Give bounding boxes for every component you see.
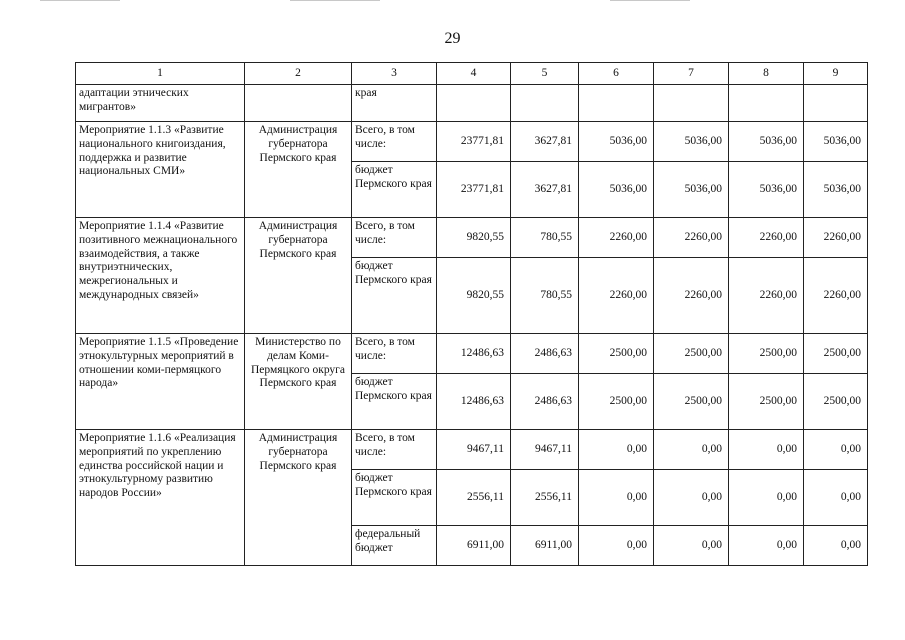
value-cell: 2260,00 [729, 258, 804, 334]
value-cell: 5036,00 [579, 162, 654, 218]
value-cell: 2260,00 [654, 218, 729, 258]
measure-name: Мероприятие 1.1.4 «Развитие позитивного межнационального взаимодействия, а также внутриэтнических, межрегиональных и международных связей» [76, 218, 245, 334]
column-header: 3 [352, 63, 437, 85]
table-row [76, 218, 868, 258]
value-cell [511, 85, 579, 122]
funding-source: Всего, в том числе: [352, 122, 437, 162]
value-cell: 2260,00 [579, 218, 654, 258]
value-cell: 2486,63 [511, 334, 579, 374]
value-cell: 2500,00 [654, 334, 729, 374]
value-cell: 5036,00 [654, 122, 729, 162]
table-header-row [76, 63, 868, 85]
page-number: 29 [444, 30, 461, 47]
executor-cell: Администрация губернатора Пермского края [245, 122, 352, 218]
column-header: 6 [579, 63, 654, 85]
value-cell [579, 85, 654, 122]
value-cell: 0,00 [804, 526, 868, 566]
executor-cell: Администрация губернатора Пермского края [245, 218, 352, 334]
value-cell: 0,00 [654, 470, 729, 526]
value-cell: 5036,00 [804, 122, 868, 162]
funding-source: Всего, в том числе: [352, 430, 437, 470]
value-cell: 2260,00 [729, 218, 804, 258]
measure-name: адаптации этнических мигрантов» [76, 85, 245, 122]
executor-cell: Администрация губернатора Пермского края [245, 430, 352, 566]
table-row [76, 334, 868, 374]
scan-artifact [610, 0, 690, 1]
table-row [76, 122, 868, 162]
value-cell: 9820,55 [437, 218, 511, 258]
value-cell: 5036,00 [579, 122, 654, 162]
value-cell: 9820,55 [437, 258, 511, 334]
funding-source: бюджет Пермского края [352, 374, 437, 430]
value-cell: 3627,81 [511, 162, 579, 218]
column-header: 9 [804, 63, 868, 85]
value-cell: 6911,00 [511, 526, 579, 566]
scan-artifact [290, 0, 380, 1]
measure-name: Мероприятие 1.1.5 «Проведение этнокультурных мероприятий в отношении коми-пермяцкого народа» [76, 334, 245, 430]
value-cell: 5036,00 [729, 122, 804, 162]
value-cell: 3627,81 [511, 122, 579, 162]
value-cell [804, 85, 868, 122]
value-cell: 12486,63 [437, 374, 511, 430]
value-cell: 9467,11 [511, 430, 579, 470]
value-cell: 2260,00 [579, 258, 654, 334]
table-row [76, 85, 868, 122]
value-cell: 5036,00 [804, 162, 868, 218]
column-header: 7 [654, 63, 729, 85]
column-header: 1 [76, 63, 245, 85]
column-header: 2 [245, 63, 352, 85]
value-cell: 5036,00 [654, 162, 729, 218]
value-cell [437, 85, 511, 122]
value-cell: 2260,00 [804, 218, 868, 258]
funding-source: Всего, в том числе: [352, 334, 437, 374]
executor-cell: Министерство по делам Коми-Пермяцкого округа Пермского края [245, 334, 352, 430]
value-cell: 9467,11 [437, 430, 511, 470]
executor-cell [245, 85, 352, 122]
value-cell: 0,00 [579, 430, 654, 470]
value-cell: 0,00 [804, 430, 868, 470]
value-cell: 0,00 [579, 526, 654, 566]
measure-name: Мероприятие 1.1.6 «Реализация мероприятий по укреплению единства российской нации и этнокультурному развитию народов России» [76, 430, 245, 566]
funding-source: Всего, в том числе: [352, 218, 437, 258]
value-cell: 0,00 [729, 470, 804, 526]
value-cell: 0,00 [729, 526, 804, 566]
value-cell [729, 85, 804, 122]
value-cell: 2500,00 [579, 374, 654, 430]
funding-source: федеральный бюджет [352, 526, 437, 566]
value-cell: 2556,11 [437, 470, 511, 526]
funding-source: бюджет Пермского края [352, 162, 437, 218]
value-cell: 0,00 [654, 526, 729, 566]
value-cell: 2260,00 [804, 258, 868, 334]
value-cell: 2500,00 [654, 374, 729, 430]
measure-name: Мероприятие 1.1.3 «Развитие национального книгоиздания, поддержка и развитие национальных СМИ» [76, 122, 245, 218]
value-cell: 2500,00 [579, 334, 654, 374]
value-cell: 2500,00 [729, 374, 804, 430]
value-cell: 2556,11 [511, 470, 579, 526]
value-cell: 2500,00 [804, 374, 868, 430]
column-header: 5 [511, 63, 579, 85]
value-cell: 0,00 [579, 470, 654, 526]
value-cell: 6911,00 [437, 526, 511, 566]
funding-source: бюджет Пермского края [352, 258, 437, 334]
value-cell: 12486,63 [437, 334, 511, 374]
value-cell: 0,00 [654, 430, 729, 470]
table-row [76, 430, 868, 470]
value-cell: 780,55 [511, 218, 579, 258]
value-cell: 2500,00 [729, 334, 804, 374]
value-cell: 2486,63 [511, 374, 579, 430]
value-cell: 0,00 [804, 470, 868, 526]
scan-artifact [40, 0, 120, 1]
budget-table [75, 62, 868, 566]
value-cell: 23771,81 [437, 162, 511, 218]
value-cell: 0,00 [729, 430, 804, 470]
value-cell: 23771,81 [437, 122, 511, 162]
value-cell: 2500,00 [804, 334, 868, 374]
value-cell: 2260,00 [654, 258, 729, 334]
funding-source: края [352, 85, 437, 122]
column-header: 4 [437, 63, 511, 85]
funding-source: бюджет Пермского края [352, 470, 437, 526]
value-cell [654, 85, 729, 122]
column-header: 8 [729, 63, 804, 85]
value-cell: 5036,00 [729, 162, 804, 218]
value-cell: 780,55 [511, 258, 579, 334]
